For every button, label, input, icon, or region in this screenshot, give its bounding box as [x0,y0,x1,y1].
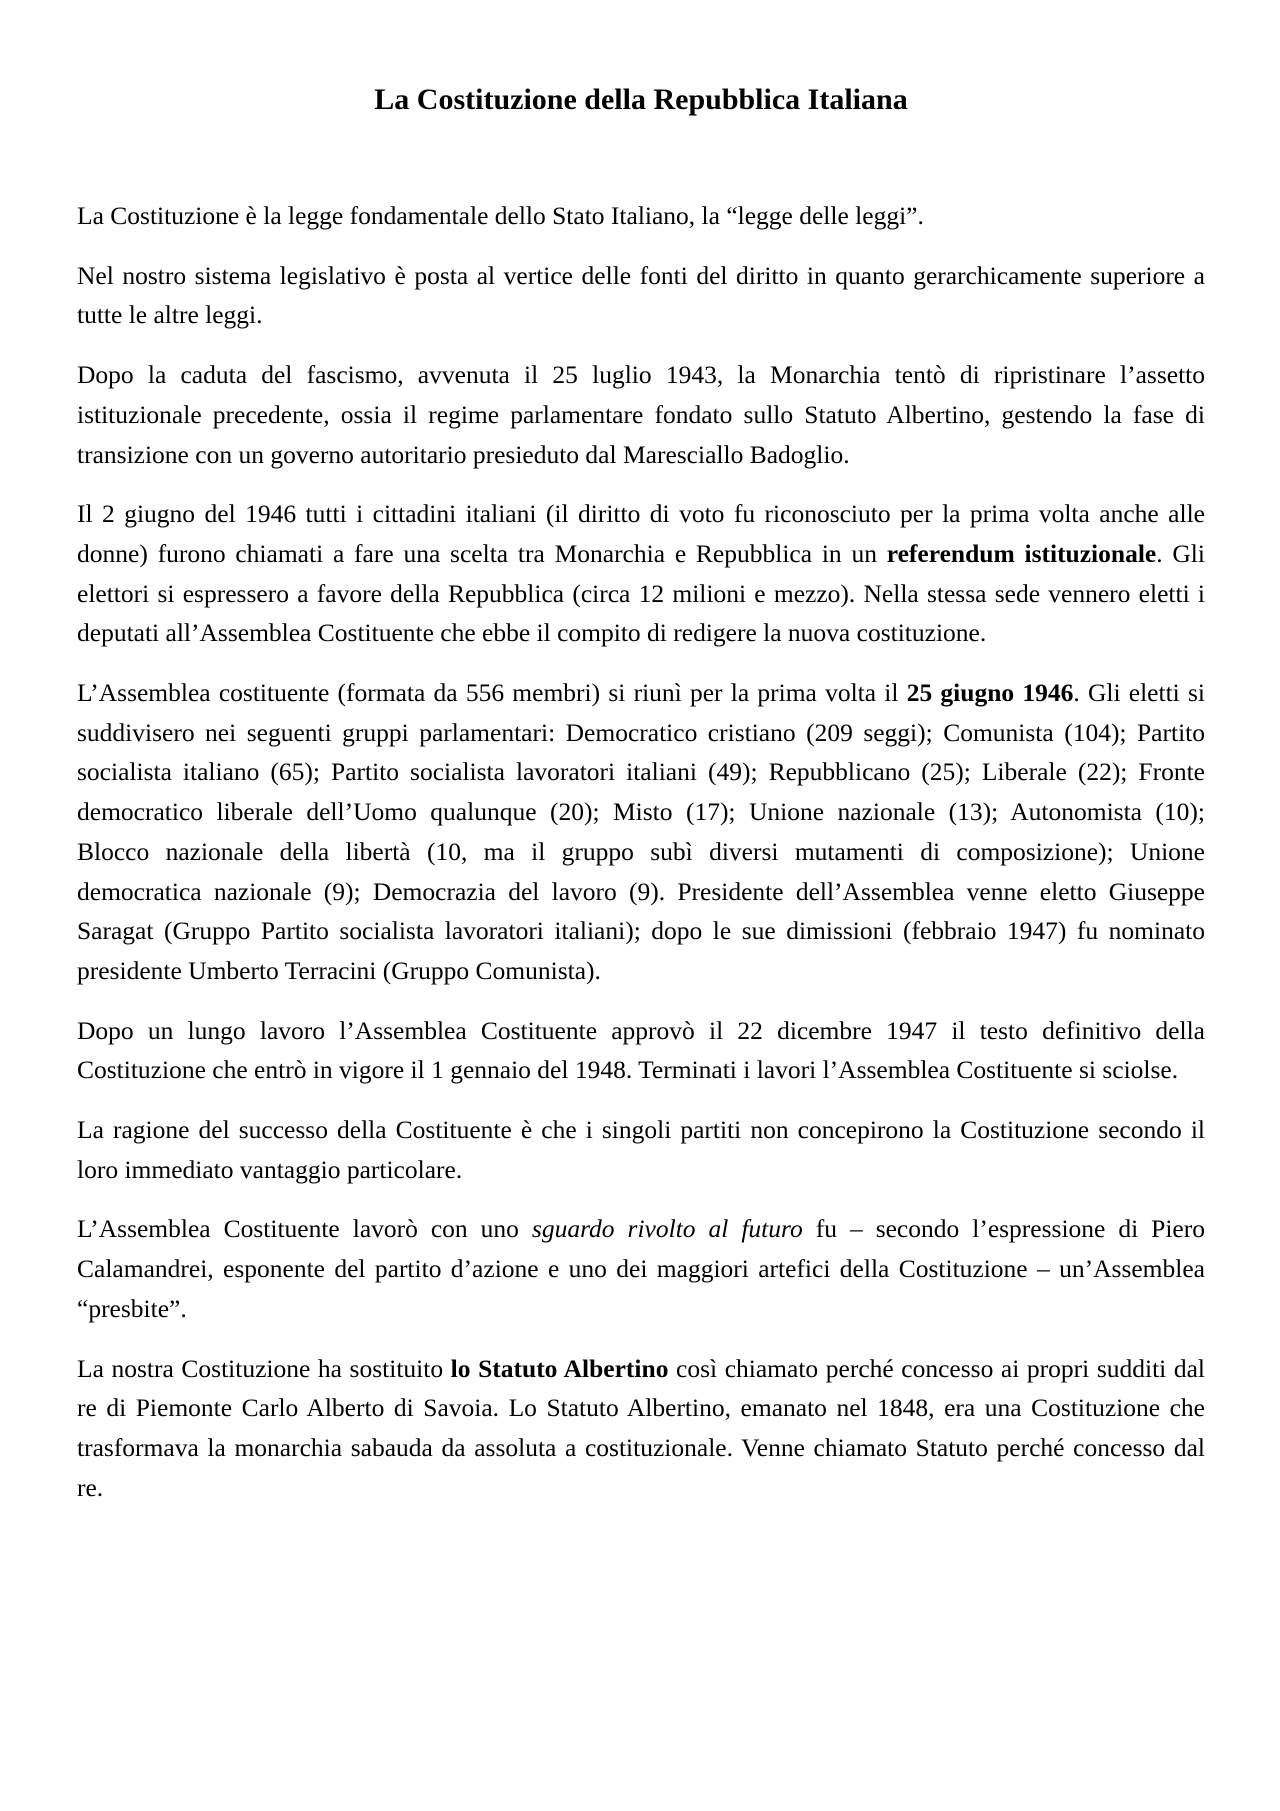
referendum-bold: referendum istituzionale [886,538,1157,568]
paragraph-9-text-a: La nostra Costituzione ha sostituito [77,1353,451,1383]
paragraph-8-text-a: L’Assemblea Costituente lavorò con uno [77,1214,532,1244]
paragraph-9 [77,1349,1205,1508]
paragraph-1: La Costituzione è la legge fondamentale dello Stato Italiano, la “legge delle leggi”. [77,201,924,230]
paragraph-4-text-a: Il 2 giugno del 1946 tutti i cittadini italiani (il diritto di voto fu riconosciuto per la prima volta anche alle donne) furono chiamati a fare una scelta tra Monarchia e Repubblica in un [77,499,1205,568]
paragraph-5-text-c: . Gli eletti si suddivisero nei seguenti gruppi parlamentari: Democratico cristiano (209 seggi); Comunista (104); Partito socialista italiano (65); Partito socialista lavoratori italiani (49); Repubblicano (25); Liberale (22); Fronte democratico liberale dell’Uomo qualunque (20); Misto (17); Unione nazionale (13); Autonomista (10); Blocco nazionale della libertà (10, ma il gruppo subì diversi mutamenti di composizione); Unione democratica nazionale (9); Democrazia del lavoro (9). Presidente dell’Assemblea venne eletto Giuseppe Saragat (Gruppo Partito socialista lavoratori italiani); dopo le sue dimissioni (febbraio 1947) fu nominato presidente Umberto Terracini (Gruppo Comunista). [77,678,1205,985]
paragraph-4-text-c: . Gli elettori si espressero a favore della Repubblica (circa 12 milioni e mezzo). Nella stessa sede vennero eletti i deputati all’Assemblea Costituente che ebbe il compito di redigere la nuova costituzione. [77,538,1205,648]
paragraph-5 [77,673,1205,991]
paragraph-8-text-c: fu – secondo l’espressione di Piero Calamandrei, esponente del partito d’azione e uno dei maggiori artefici della Costituzione – un’Assemblea “presbite”. [77,1214,1205,1323]
paragraph-2: Nel nostro sistema legislativo è posta al vertice delle fonti del diritto in quanto gerarchicamente superiore a tutte le altre leggi. [77,260,1205,330]
future-gaze-italic: sguardo rivolto al futuro [531,1214,803,1244]
paragraph-9-text-c: così chiamato perché concesso ai propri sudditi dal re di Piemonte Carlo Alberto di Savoia. Lo Statuto Albertino, emanato nel 1848, era una Costituzione che trasformava la monarchia sabauda da assoluta a costituzionale. Venne chiamato Statuto perché concesso dal re. [77,1353,1206,1502]
date-bold: 25 giugno 1946 [906,678,1074,708]
document-title: La Costituzione della Repubblica Italiana [374,83,908,116]
paragraph-5-text-a: L’Assemblea costituente (formata da 556 membri) si riunì per la prima volta il [77,678,907,708]
statuto-albertino-bold: lo Statuto Albertino [450,1353,669,1383]
paragraph-6: Dopo un lungo lavoro l’Assemblea Costituente approvò il 22 dicembre 1947 il testo definitivo della Costituzione che entrò in vigore il 1 gennaio del 1948. Terminati i lavori l’Assemblea Costituente si sciolse. [77,1015,1205,1085]
paragraph-8 [77,1209,1205,1328]
paragraph-3: Dopo la caduta del fascismo, avvenuta il 25 luglio 1943, la Monarchia tentò di ripristinare l’assetto istituzionale precedente, ossia il regime parlamentare fondato sullo Statuto Albertino, gestendo la fase di transizione con un governo autoritario presieduto dal Maresciallo Badoglio. [77,360,1205,469]
paragraph-4 [77,494,1205,653]
paragraph-7: La ragione del successo della Costituente è che i singoli partiti non concepirono la Costituzione secondo il loro immediato vantaggio particolare. [77,1115,1205,1184]
